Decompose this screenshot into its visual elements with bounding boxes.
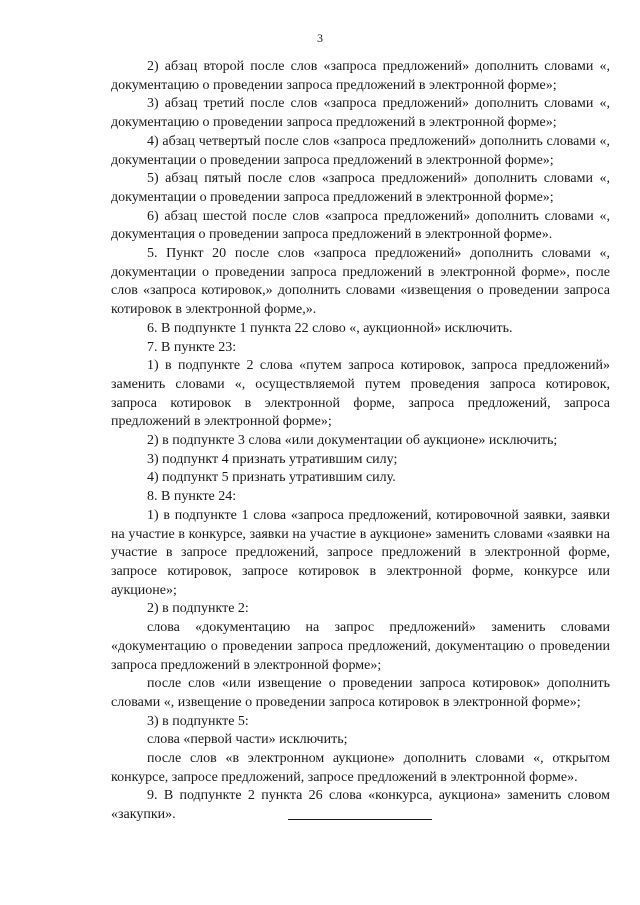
- paragraph: 4) абзац четвертый после слов «запроса предложений» дополнить словами «, документации о проведении запроса предложений в электронной форме»;: [111, 133, 610, 168]
- paragraph: 3) в подпункте 5:: [147, 713, 249, 729]
- document-body: [111, 58, 610, 825]
- closing-rule: [288, 819, 432, 820]
- paragraph: 3) подпункт 4 признать утратившим силу;: [147, 451, 398, 467]
- paragraph: 3) абзац третий после слов «запроса предложений» дополнить словами «, документацию о проведении запроса предложений в электронной форме»;: [111, 96, 610, 131]
- paragraph: 6. В подпункте 1 пункта 22 слово «, аукционной» исключить.: [147, 320, 513, 336]
- paragraph: 4) подпункт 5 признать утратившим силу.: [147, 470, 396, 486]
- paragraph: слова «первой части» исключить;: [147, 732, 348, 748]
- paragraph: 2) абзац второй после слов «запроса предложений» дополнить словами «, документацию о проведении запроса предложений в электронной форме»;: [111, 59, 610, 93]
- paragraph: слова «документацию на запрос предложений» заменить словами «документацию о проведении запроса предложений, документацию о проведении запроса предложений в электронной форме»;: [111, 620, 610, 673]
- paragraph: 9. В подпункте 2 пункта 26 слова «конкурса, аукциона» заменить словом «закупки».: [111, 788, 610, 823]
- paragraph: 8. В пункте 24:: [147, 489, 237, 505]
- page-number: 3: [317, 31, 323, 45]
- paragraph: после слов «в электронном аукционе» дополнить словами «, открытом конкурсе, запросе предложений, запросе предложений в электронной форме».: [111, 751, 610, 785]
- paragraph: после слов «или извещение о проведении запроса котировок» дополнить словами «, извещение о проведении запроса котировок в электронной форме»;: [111, 676, 610, 710]
- paragraph: 2) в подпункте 3 слова «или документации об аукционе» исключить;: [147, 433, 558, 449]
- paragraph: 1) в подпункте 1 слова «запроса предложений, котировочной заявки, заявки на участие в конкурсе, заявки на участие в аукционе» заменить словами «заявки на участие в запросе предложений, запросе предложений в электронной форме, запросе котировок, запросе котировок в электронной форме, конкурсе или аукционе»;: [111, 507, 610, 598]
- paragraph: 5) абзац пятый после слов «запроса предложений» дополнить словами «, документации о проведении запроса предложений в электронной форме»;: [111, 171, 610, 205]
- paragraph: 7. В пункте 23:: [147, 339, 237, 355]
- paragraph: 2) в подпункте 2:: [147, 601, 249, 617]
- paragraph: 1) в подпункте 2 слова «путем запроса котировок, запроса предложений» заменить словами «, осуществляемой путем проведения запроса котировок, запроса котировок в электронной форме, запроса предложений, запроса предложений в электронной форме»;: [111, 358, 610, 430]
- paragraph: 5. Пункт 20 после слов «запроса предложений» дополнить словами «, документации о проведении запроса предложений в электронной форме», после слов «запроса котировок,» дополнить словами «извещения о проведении запроса котировок в электронной форме,».: [111, 246, 610, 318]
- paragraph: 6) абзац шестой после слов «запроса предложений» дополнить словами «, документация о проведении запроса предложений в электронной форме».: [111, 208, 610, 243]
